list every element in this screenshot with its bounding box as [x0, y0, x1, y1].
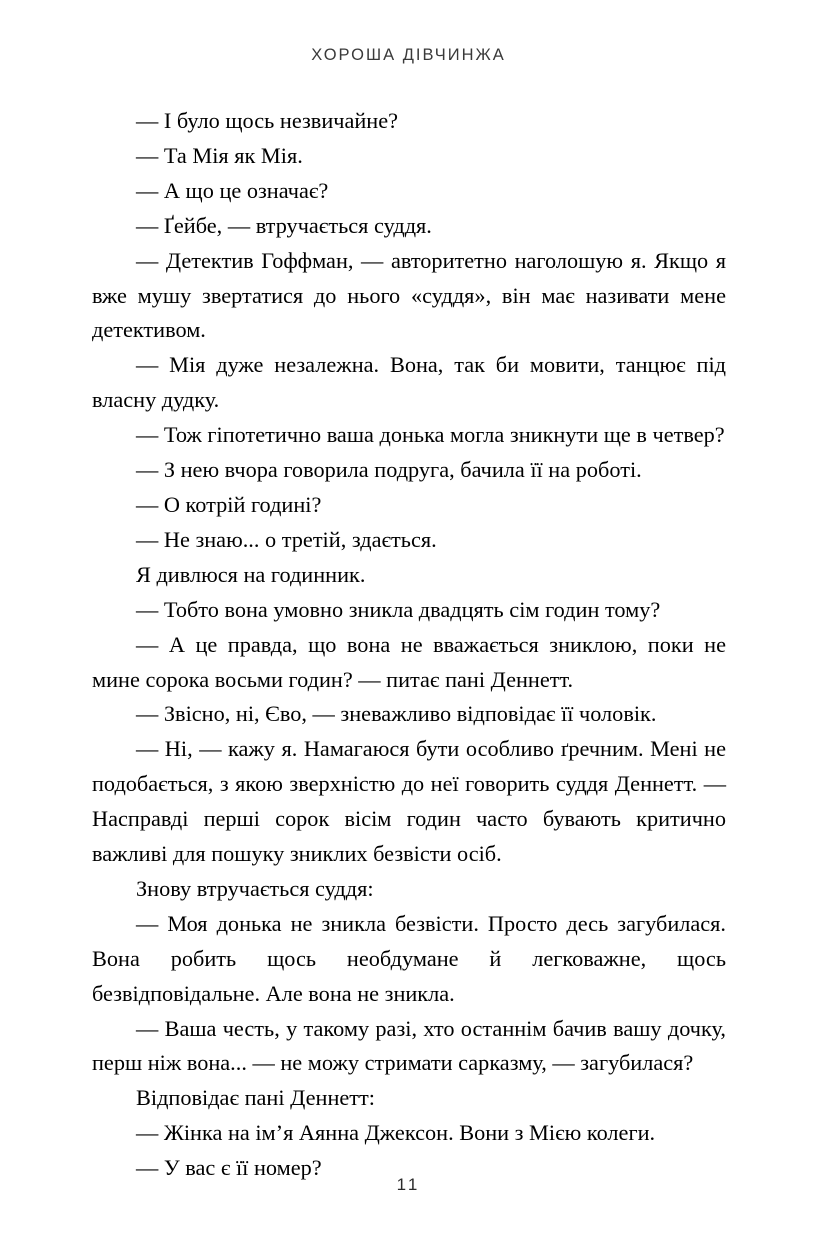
- paragraph: — Звісно, ні, Єво, — зневажливо відповідає її чоловік.: [136, 701, 657, 727]
- paragraph: — З нею вчора говорила подруга, бачила її на роботі.: [136, 457, 642, 483]
- running-head: ХОРОША ДІВЧИНЖА: [311, 46, 506, 64]
- paragraph: — Ваша честь, у такому разі, хто останнім бачив вашу дочку, перш ніж вона... — не можу стримати сарказму, — загубилася?: [92, 1015, 726, 1076]
- paragraph: — А що це означає?: [136, 177, 329, 203]
- paragraph: — Ґейбе, — втручається суддя.: [136, 212, 432, 238]
- paragraph: — А це правда, що вона не вважається зниклою, поки не мине сорока восьми годин? — питає пані Деннетт.: [92, 631, 726, 692]
- paragraph: — Мія дуже незалежна. Вона, так би мовити, танцює під власну дудку.: [92, 352, 726, 413]
- paragraph: — Детектив Гоффман, — авторитетно наголошую я. Якщо я вже мушу звертатися до нього «суддя», він має називати мене детективом.: [92, 247, 726, 343]
- paragraph: — У вас є її номер?: [136, 1155, 322, 1181]
- paragraph: Знову втручається суддя:: [136, 875, 374, 901]
- paragraph: — Моя донька не зникла безвісти. Просто десь загубилася. Вона робить щось необдумане й легковажне, щось безвідповідальне. Але вона не зникла.: [92, 910, 726, 1006]
- paragraph: — Не знаю... о третій, здається.: [136, 526, 437, 552]
- paragraph: — О котрій годині?: [136, 491, 322, 517]
- paragraph: — Жінка на ім’я Аянна Джексон. Вони з Мією колеги.: [136, 1120, 656, 1146]
- paragraph: Відповідає пані Деннетт:: [136, 1085, 375, 1111]
- paragraph: — І було щось незвичайне?: [136, 108, 399, 133]
- paragraph: — Тобто вона умовно зникла двадцять сім годин тому?: [136, 596, 661, 622]
- paragraph: — Тож гіпотетично ваша донька могла зникнути ще в четвер?: [136, 422, 725, 448]
- paragraph: — Ні, — кажу я. Намагаюся бути особливо ґречним. Мені не подобається, з якою зверхністю до неї говорить суддя Деннетт. — Насправді перші сорок вісім годин часто бувають критично важливі для пошуку зниклих безвісти осіб.: [92, 736, 726, 867]
- body-text-block: [92, 104, 726, 1186]
- paragraph: Я дивлюся на годинник.: [136, 561, 366, 587]
- page-number: 11: [396, 1175, 421, 1194]
- paragraph: — Та Мія як Мія.: [136, 142, 303, 168]
